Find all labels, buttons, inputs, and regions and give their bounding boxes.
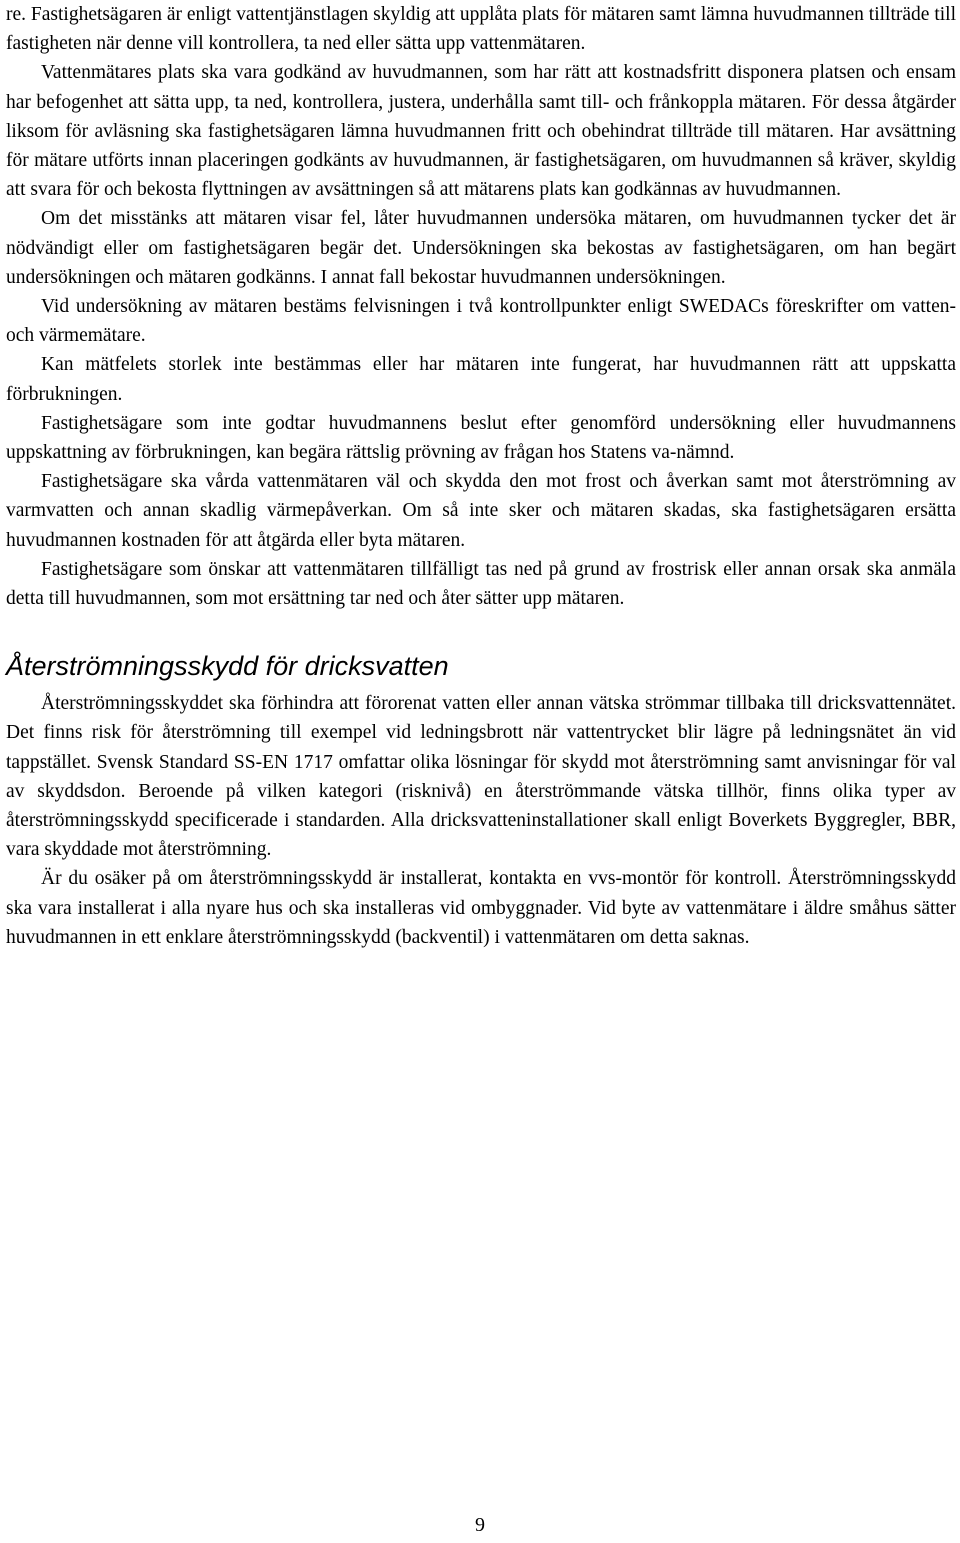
paragraph-3: Om det misstänks att mätaren visar fel, låter huvudmannen undersöka mätaren, om huvudmannen tycker det är nödvändigt eller om fastighetsägaren begär det. Undersökningen ska bekostas av fastighetsägaren, om han begärt undersökningen och mätaren godkänns. I annat fall bekostar huvudmannen undersökningen. — [6, 208, 956, 288]
section-water-meter — [6, 0, 956, 613]
section-heading: Återströmningsskydd för dricksvatten — [6, 651, 449, 682]
paragraph-7: Fastighetsägare ska vårda vattenmätaren väl och skydda den mot frost och åverkan samt mot återströmning av varmvatten och annan skadlig värmepåverkan. Om så inte sker och mätaren skadas, ska fastighetsägaren ersätta huvudmannen kostnaden för att åtgärda eller byta mätaren. — [6, 471, 956, 551]
page-number: 9 — [475, 1514, 485, 1536]
paragraph-4: Vid undersökning av mätaren bestäms felvisningen i två kontrollpunkter enligt SWEDACs föreskrifter om vatten- och värmemätare. — [6, 296, 956, 347]
paragraph-9: Återströmningsskyddet ska förhindra att förorenat vatten eller annan vätska strömmar tillbaka till dricksvattennätet. Det finns risk för återströmning till exempel vid ledningsbrott när vattentrycket blir lägre på ledningsnätet än vid tappstället. Svensk Standard SS-EN 1717 omfattar olika lösningar för skydd mot återströmning samt anvisningar för val av skyddsdon. Beroende på vilken kategori (risknivå) en återströmmande vätska tillhör, finns olika typer av återströmningsskydd specificerade i standarden. Alla dricksvatteninstallationer skall enligt Boverkets Byggregler, BBR, vara skyddade mot återströmning. — [6, 693, 956, 861]
paragraph-2: Vattenmätares plats ska vara godkänd av huvudmannen, som har rätt att kostnadsfritt disponera platsen och ensam har befogenhet att sätta upp, ta ned, kontrollera, justera, underhålla samt till- och frånkoppla mätaren. För dessa åtgärder liksom för avläsning ska fastighetsägaren lämna huvudmannen fritt och obehindrat tillträde till mätaren. Har avsättning för mätare utförts innan placeringen godkänts av huvudmannen, är fastighetsägaren, om huvudmannen så kräver, skyldig att svara för och bekosta flyttningen av avsättningen så att mätarens plats kan godkännas av huvudmannen. — [6, 62, 956, 201]
paragraph-8: Fastighetsägare som önskar att vattenmätaren tillfälligt tas ned på grund av frostrisk eller annan orsak ska anmäla detta till huvudmannen, som mot ersättning tar ned och åter sätter upp mätaren. — [6, 558, 956, 610]
section-backflow-protection — [6, 689, 956, 952]
page-content — [6, 0, 956, 952]
paragraph-6: Fastighetsägare som inte godtar huvudmannens beslut efter genomförd undersökning eller huvudmannens uppskattning av förbrukningen, kan begära rättslig prövning av frågan hos Statens va-nämnd. — [6, 412, 956, 464]
paragraph-5: Kan mätfelets storlek inte bestämmas eller har mätaren inte fungerat, har huvudmannen rätt att uppskatta förbrukningen. — [6, 354, 956, 405]
paragraph-10: Är du osäker på om återströmningsskydd är installerat, kontakta en vvs-montör för kontroll. Återströmningsskydd ska vara installerat i alla nyare hus och ska installeras vid ombyggnader. Vid byte av vattenmätare i äldre småhus sätter huvudmannen in ett enklare återströmningsskydd (backventil) i vattenmätaren om detta saknas. — [6, 868, 956, 948]
paragraph-1: re. Fastighetsägaren är enligt vattentjänstlagen skyldig att upplåta plats för mätaren samt lämna huvudmannen tillträde till fastigheten när denne vill kontrollera, ta ned eller sätta upp vattenmätaren. — [6, 4, 956, 55]
